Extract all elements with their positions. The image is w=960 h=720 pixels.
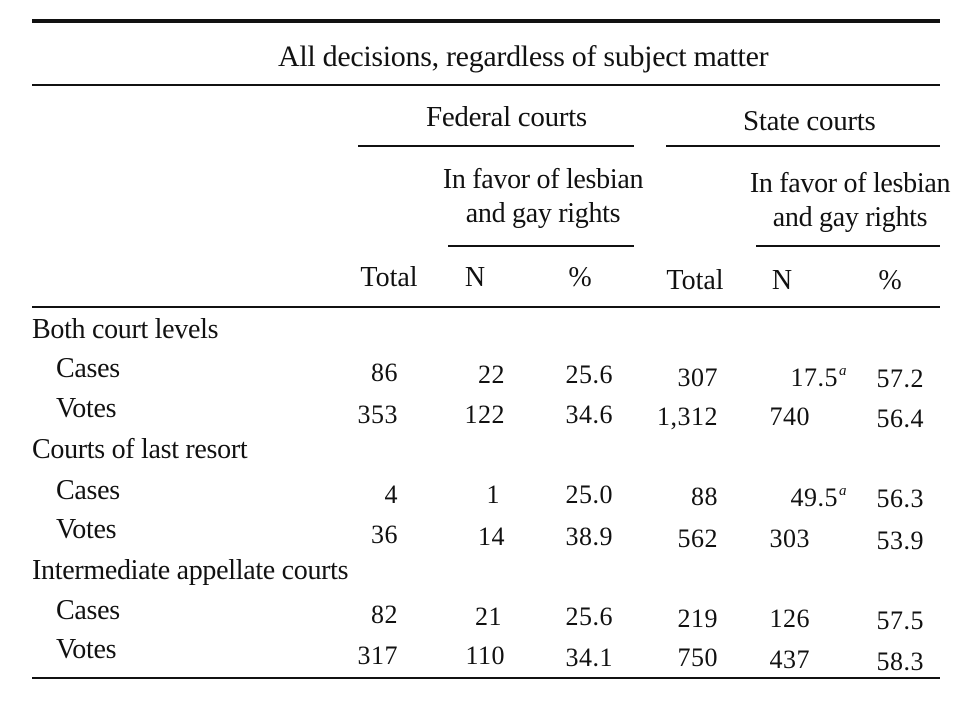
federal-n-header: N xyxy=(464,262,486,293)
state-subheader xyxy=(745,167,955,234)
footnote-marker: a xyxy=(839,483,847,499)
state-total-header: Total xyxy=(666,265,724,296)
state-courts-header: State courts xyxy=(743,105,876,137)
cell-federal-pct: 34.6 xyxy=(565,400,613,429)
section-label-last-resort: Courts of last resort xyxy=(32,434,248,465)
state-subheader-line1: In favor of lesbian xyxy=(749,168,951,199)
cell-state-total: 307 xyxy=(677,363,718,392)
section-label-intermediate: Intermediate appellate courts xyxy=(32,555,349,586)
cell-federal-pct: 38.9 xyxy=(565,522,613,551)
cell-federal-n: 21 xyxy=(475,602,502,631)
top-rule xyxy=(32,19,940,23)
cell-state-pct: 53.9 xyxy=(876,526,924,555)
footnote-marker: a xyxy=(839,363,847,379)
cell-state-n: 303 xyxy=(769,524,810,553)
cell-federal-n: 110 xyxy=(465,641,505,670)
cell-state-total: 750 xyxy=(677,643,718,672)
federal-subheader-line1: In favor of lesbian xyxy=(442,164,644,195)
federal-total-header: Total xyxy=(360,262,418,293)
cell-state-pct: 56.4 xyxy=(876,404,924,433)
cell-federal-pct: 25.0 xyxy=(565,480,613,509)
cell-state-n xyxy=(770,484,847,511)
row-label-cases: Cases xyxy=(56,475,120,506)
cell-state-total: 219 xyxy=(677,604,718,633)
cell-state-total: 562 xyxy=(677,524,718,553)
cell-federal-n: 22 xyxy=(478,360,505,389)
cell-federal-pct: 25.6 xyxy=(565,602,613,631)
state-subheader-rule xyxy=(756,245,940,247)
cell-state-pct: 58.3 xyxy=(876,647,924,676)
state-pct-header: % xyxy=(878,265,902,296)
cell-state-n xyxy=(770,364,847,391)
federal-subheader-line2: and gay rights xyxy=(465,197,621,229)
cell-federal-n: 14 xyxy=(478,522,505,551)
federal-courts-header: Federal courts xyxy=(426,101,587,133)
row-label-votes: Votes xyxy=(56,634,117,665)
bottom-rule xyxy=(32,677,940,679)
cell-state-n-value: 17.5 xyxy=(790,363,838,392)
cell-state-n: 126 xyxy=(769,604,810,633)
cell-federal-pct: 34.1 xyxy=(565,643,613,672)
federal-header-rule xyxy=(358,145,634,147)
row-label-cases: Cases xyxy=(56,353,120,384)
cell-state-total: 1,312 xyxy=(657,402,718,431)
cell-state-n: 437 xyxy=(769,645,810,674)
federal-subheader-rule xyxy=(448,245,634,247)
title-rule xyxy=(32,84,940,86)
cell-federal-n: 122 xyxy=(464,400,505,429)
federal-subheader xyxy=(438,163,648,230)
cell-federal-pct: 25.6 xyxy=(565,360,613,389)
row-label-votes: Votes xyxy=(56,393,117,424)
state-header-rule xyxy=(666,145,940,147)
cell-federal-total: 353 xyxy=(357,400,398,429)
state-subheader-line2: and gay rights xyxy=(772,201,928,233)
federal-pct-header: % xyxy=(568,262,592,293)
cell-federal-total: 82 xyxy=(371,600,398,629)
row-label-votes: Votes xyxy=(56,514,117,545)
cell-state-pct: 56.3 xyxy=(876,484,924,513)
row-label-cases: Cases xyxy=(56,595,120,626)
table-title: All decisions, regardless of subject matter xyxy=(278,40,769,73)
section-label-both-levels: Both court levels xyxy=(32,314,219,345)
cell-state-n-value: 49.5 xyxy=(790,483,838,512)
cell-federal-total: 36 xyxy=(371,520,398,549)
cell-state-total: 88 xyxy=(691,482,718,511)
column-header-rule xyxy=(32,306,940,308)
cell-federal-n: 1 xyxy=(486,480,500,509)
state-n-header: N xyxy=(771,265,793,296)
cell-federal-total: 86 xyxy=(371,358,398,387)
cell-state-pct: 57.5 xyxy=(876,606,924,635)
cell-state-pct: 57.2 xyxy=(876,364,924,393)
cell-federal-total: 317 xyxy=(357,641,398,670)
cell-state-n: 740 xyxy=(769,402,810,431)
cell-federal-total: 4 xyxy=(384,480,398,509)
